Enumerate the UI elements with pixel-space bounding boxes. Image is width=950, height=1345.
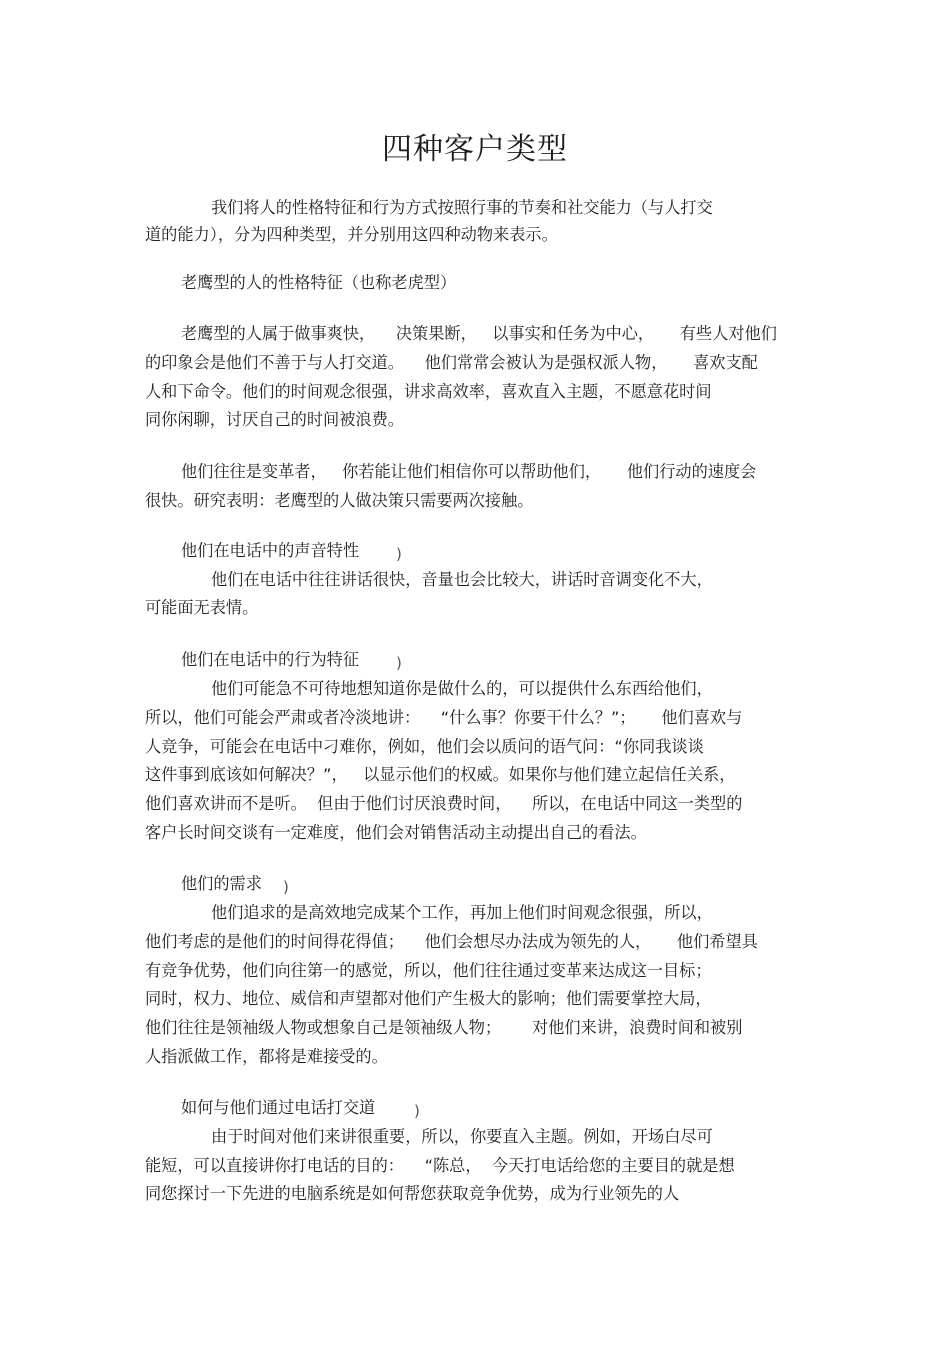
howto-heading: 如何与他们通过电话打交道 — [181, 1098, 376, 1117]
behavior-line-2: 所以，他们可能会严肃或者冷淡地讲： “什么事？你要干什么？”； 他们喜欢与 — [145, 708, 743, 727]
voice-line-1: 他们在电话中往往讲话很快，音量也会比较大，讲话时音调变化不大， — [211, 570, 713, 589]
needs-heading-paren: ) — [283, 878, 289, 896]
howto-line-3: 同您探讨一下先进的电脑系统是如何帮您获取竞争优势，成为行业领先的人 — [145, 1184, 680, 1203]
behavior-line-4: 这件事到底该如何解决？”， 以显示他们的权威。如果你与他们建立起信任关系， — [145, 765, 736, 784]
para2-line-1: 他们往往是变革者， 你若能让他们相信你可以帮助他们， 他们行动的速度会 — [181, 462, 757, 481]
needs-line-5: 他们往往是领袖级人物或想象自己是领袖级人物； 对他们来讲，浪费时间和被别 — [145, 1018, 743, 1037]
para1-line-2: 的印象会是他们不善于与人打交道。 他们常常会被认为是强权派人物， 喜欢支配 — [145, 353, 758, 372]
behavior-heading: 他们在电话中的行为特征 — [181, 650, 360, 669]
para2-line-2: 很快。研究表明：老鹰型的人做决策只需要两次接触。 — [145, 491, 534, 510]
para1-line-1: 老鹰型的人属于做事爽快， 决策果断， 以事实和任务为中心， 有些人对他们 — [181, 324, 777, 343]
voice-heading: 他们在电话中的声音特性 — [181, 541, 360, 560]
intro-line-1: 我们将人的性格特征和行为方式按照行事的节奏和社交能力（与人打交 — [211, 198, 713, 217]
behavior-line-1: 他们可能急不可待地想知道你是做什么的，可以提供什么东西给他们， — [211, 679, 713, 698]
voice-heading-paren: ) — [396, 545, 402, 563]
needs-line-3: 有竞争优势，他们向往第一的感觉，所以，他们往往通过变革来达成这一目标； — [145, 961, 712, 980]
howto-line-1: 由于时间对他们来讲很重要，所以，你要直入主题。例如，开场白尽可 — [211, 1127, 713, 1146]
howto-line-2: 能短，可以直接讲你打电话的目的： “陈总， 今天打电话给您的主要目的就是想 — [145, 1156, 735, 1175]
needs-line-1: 他们追求的是高效地完成某个工作，再加上他们时间观念很强，所以， — [211, 903, 713, 922]
intro-line-2: 道的能力），分为四种类型，并分别用这四种动物来表示。 — [145, 225, 558, 244]
voice-line-2: 可能面无表情。 — [145, 598, 259, 617]
needs-line-4: 同时，权力、地位、威信和声望都对他们产生极大的影响；他们需要掌控大局， — [145, 989, 712, 1008]
needs-line-2: 他们考虑的是他们的时间得花得值； 他们会想尽办法成为领先的人， 他们希望具 — [145, 932, 758, 951]
behavior-line-6: 客户长时间交谈有一定难度，他们会对销售活动主动提出自己的看法。 — [145, 823, 647, 842]
needs-line-6: 人指派做工作，都将是难接受的。 — [145, 1047, 388, 1066]
behavior-heading-paren: ) — [396, 654, 402, 672]
section-heading: 老鹰型的人的性格特征（也称老虎型） — [181, 273, 457, 292]
howto-heading-paren: ) — [414, 1102, 420, 1120]
needs-heading: 他们的需求 — [181, 874, 262, 893]
para1-line-4: 同你闲聊，讨厌自己的时间被浪费。 — [145, 410, 404, 429]
behavior-line-3: 人竞争，可能会在电话中刁难你，例如，他们会以质问的语气问：“你同我谈谈 — [145, 737, 704, 756]
para1-line-3: 人和下命令。他们的时间观念很强，讲求高效率，喜欢直入主题，不愿意花时间 — [145, 382, 712, 401]
document-title: 四种客户类型 — [382, 132, 568, 167]
behavior-line-5: 他们喜欢讲而不是听。 但由于他们讨厌浪费时间， 所以，在电话中同这一类型的 — [145, 794, 743, 813]
